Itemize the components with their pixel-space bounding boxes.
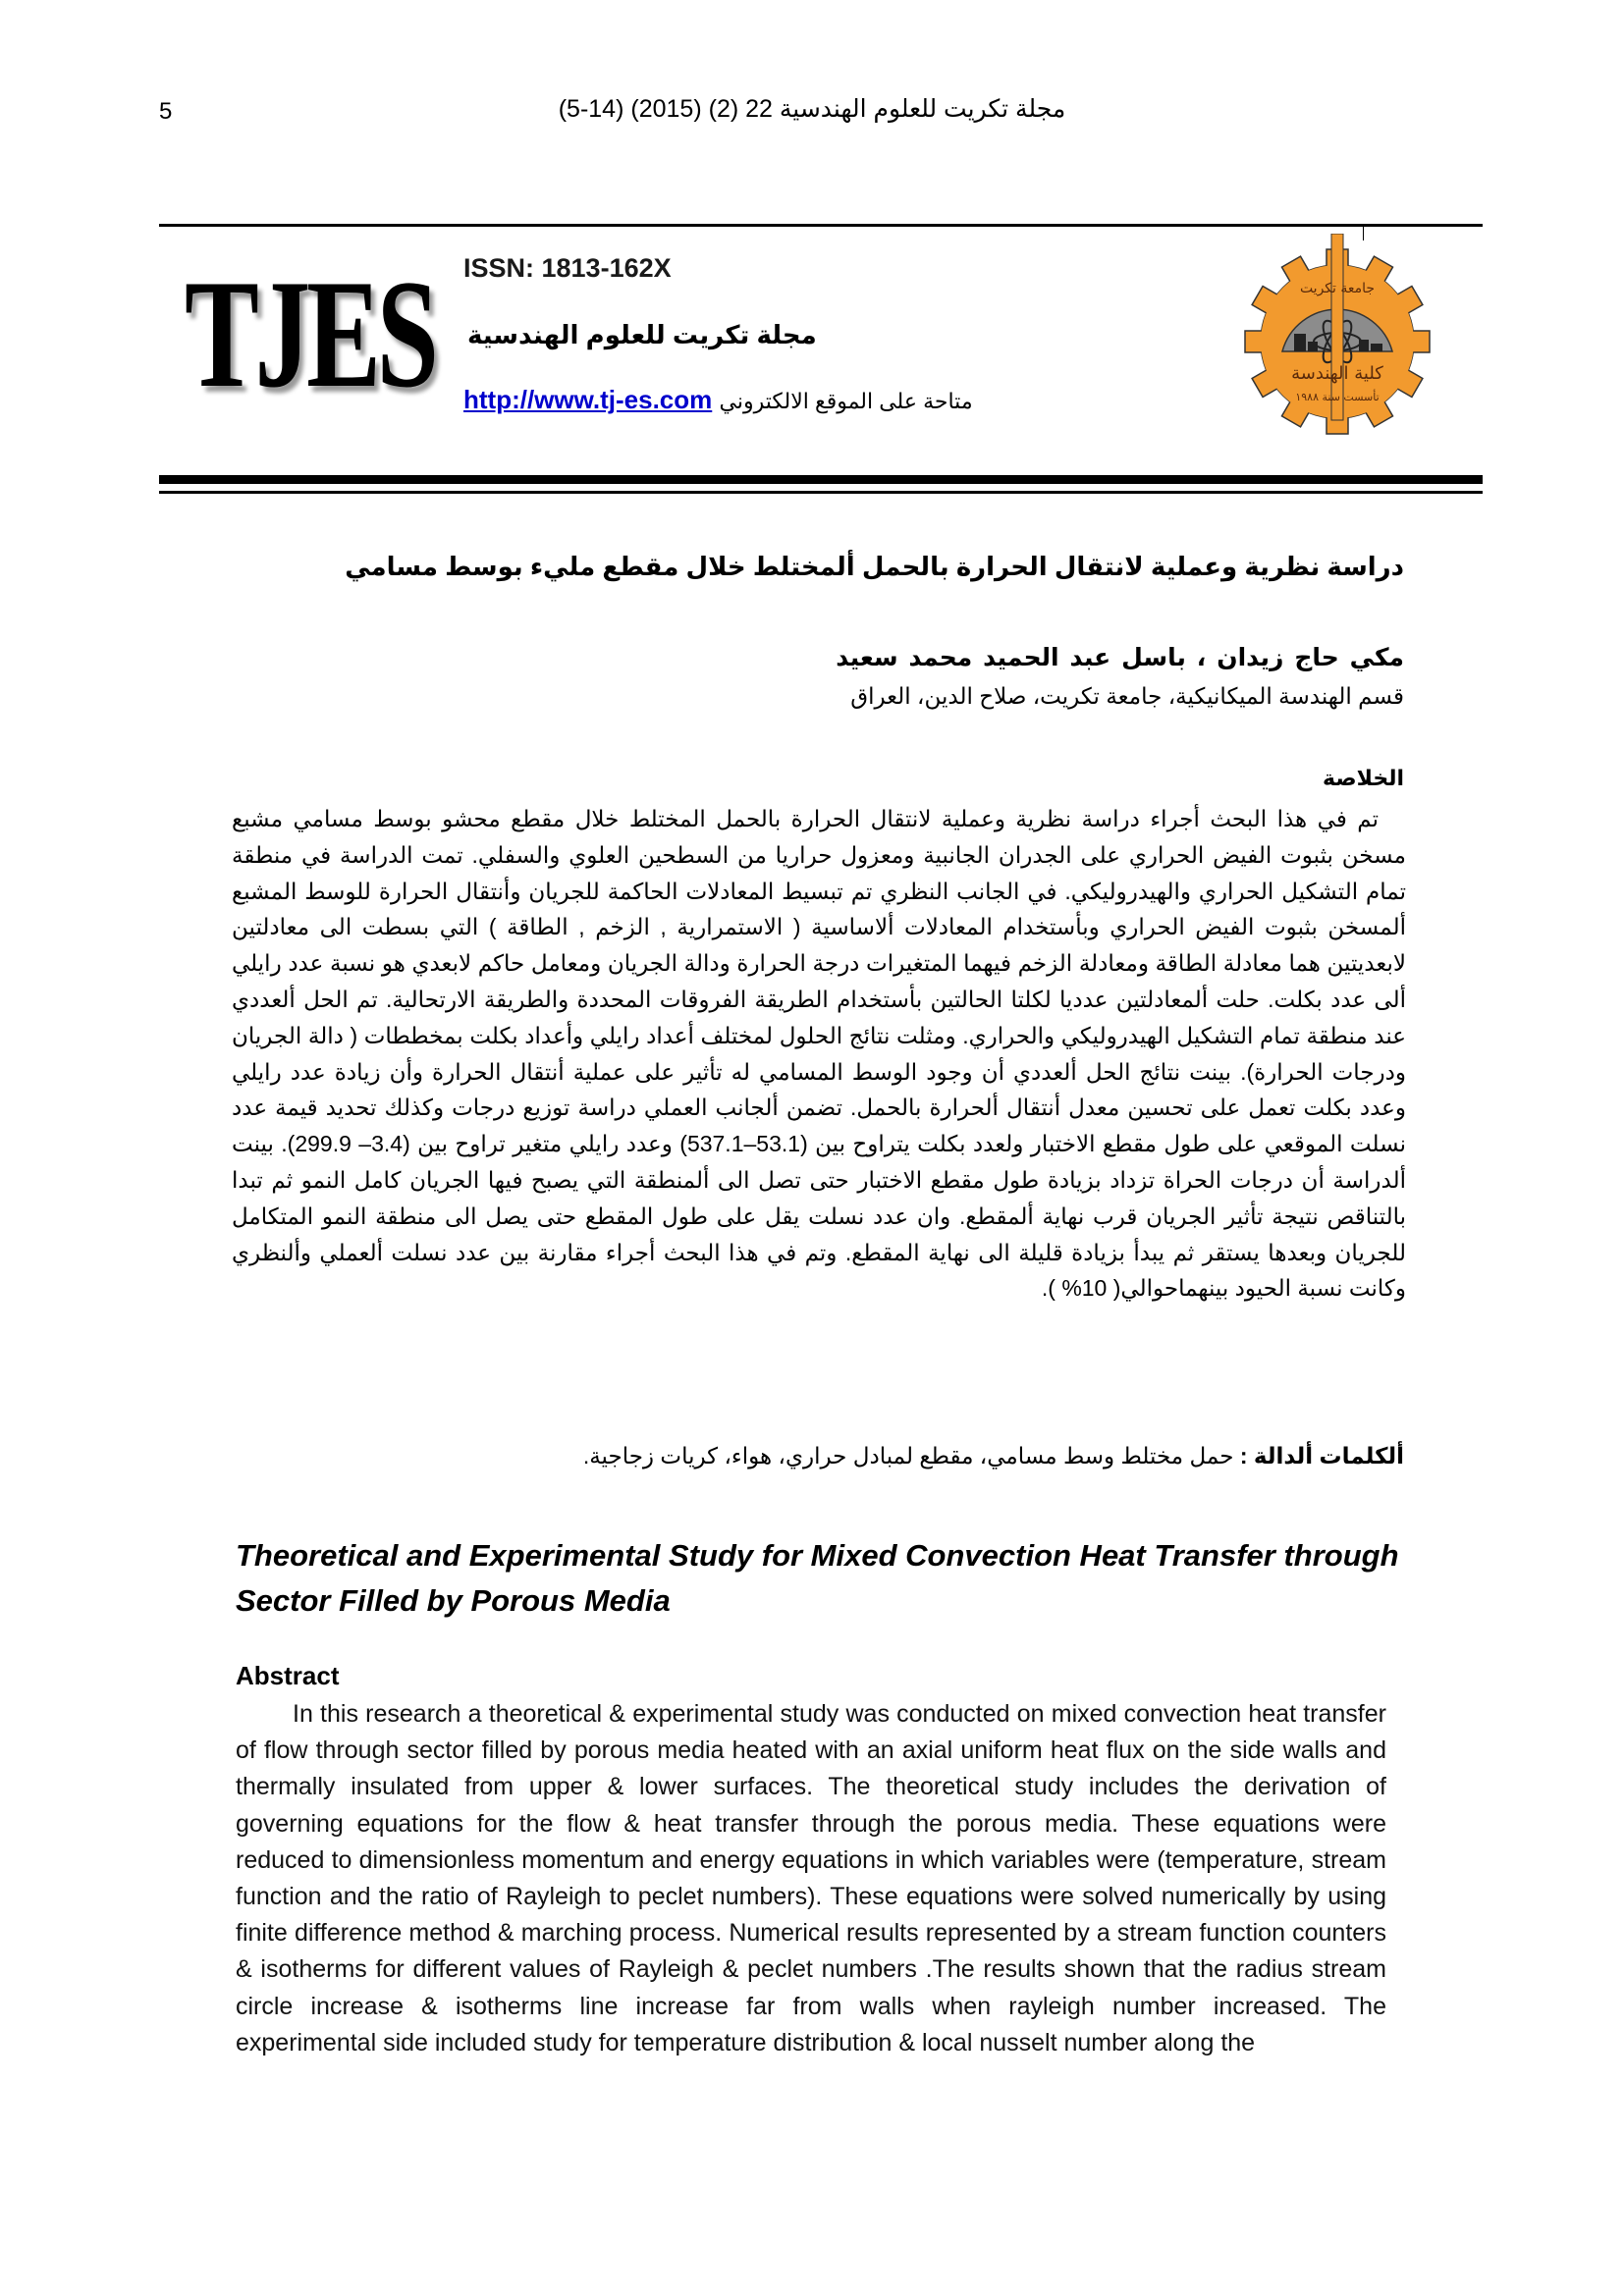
arabic-keywords-label: ألكلمات ألدالة : — [1239, 1443, 1404, 1468]
masthead-thick-rule — [159, 475, 1483, 484]
website-row — [463, 385, 973, 415]
english-abstract-heading: Abstract — [236, 1661, 340, 1690]
journal-name-arabic: مجلة تكريت للعلوم الهندسية — [467, 320, 817, 349]
arabic-abstract-heading: الخلاصة — [1323, 766, 1404, 790]
running-head: مجلة تكريت للعلوم الهندسية 22 (2) (2015) (14-5) — [558, 95, 1066, 123]
arabic-title: دراسة نظرية وعملية لانتقال الحرارة بالحمل ألمختلط خلال مقطع مليء بوسط مسامي — [345, 552, 1404, 581]
top-rule — [159, 224, 1483, 227]
arabic-abstract-body: تم في هذا البحث أجراء دراسة نظرية وعملية لانتقال الحرارة بالحمل المختلط خلال مقطع محشو بوسط مسامي مشبع مسخن بثبوت الفيض الحراري على الجدران الجانبية ومعزول حراريا من السطحين العلوي والسفلي. تمت الدراسة في منطقة تمام التشكيل الحراري والهيدروليكي. في الجانب النظري تم تبسيط المعادلات الحاكمة للجريان وأنتقال الحرارة للوسط المشبع ألمسخن بثبوت الفيض الحراري وبأستخدام المعادلات ألاساسية ( الاستمرارية , الزخم , الطاقة ) التي بسطت الى معادلتين لابعديتين هما معادلة الطاقة ومعادلة الزخم فيهما المتغيرات درجة الحرارة ودالة الجريان ومعامل حاكم لابعدي هو نسبة عدد رايلي ألى عدد بكلت. حلت ألمعادلتين عدديا لكلتا الحالتين بأستخدام الطريقة الفروقات المحددة والطريقة الارتحالية. تم الحل ألعددي عند منطقة تمام التشكيل الهيدروليكي والحراري. ومثلت نتائج الحلول لمختلف أعداد رايلي وأعداد بكلت بمخططات ( دالة الجريان ودرجات الحرارة). بينت نتائج الحل ألعددي أن وجود الوسط المسامي له تأثير على عملية أنتقال الحرارة وأن زيادة عدد رايلي وعدد بكلت تعمل على تحسين معدل أنتقال ألحرارة بالحمل. تضمن ألجانب العملي دراسة توزيع درجات وكذلك تحديد قيمة عدد نسلت الموقعي على طول مقطع الاختبار ولعدد بكلت يتراوح بين (53.1–537.1) وعدد رايلي متغير تراوح بين (3.4– 299.9). بينت ألدراسة أن درجات الحراة تزداد بزيادة طول مقطع الاختبار حتى تصل الى ألمنطقة التي يصبح فيها الجريان كامل النمو ثم تبدا بالتناقص نتيجة تأثير الجريان قرب نهاية ألمقطع. وان عدد نسلت يقل على طول المقطع حتى يصل الى منطقة النمو المتكامل للجريان وبعدها يستقر ثم يبدأ بزيادة قليلة الى نهاية المقطع. وتم في هذا البحث أجراء مقارنة بين عدد نسلت ألعملي وألنظري وكانت نسبة الحيود بينهماحوالي( 10% ). — [232, 806, 1406, 1302]
masthead-thin-rule — [159, 491, 1483, 494]
english-abstract-body: In this research a theoretical & experimental study was conducted on mixed convection heat transfer of flow through sector filled by porous media heated with an axial uniform heat flux on the side walls and thermally insulated from upper & lower surfaces. The theoretical study includes the derivation of governing equations for the flow & heat transfer through the porous media. These equations were reduced to dimensionless momentum and energy equations in which variables were (temperature, stream function and the ratio of Rayleigh to peclet numbers). These equations were solved numerically by using finite difference method & marching process. Numerical results represented by a stream function counters & isotherms for different values of Rayleigh & peclet numbers .The results shown that the radius stream circle increase & isotherms line increase far from walls when rayleigh number increased. The experimental side included study for temperature distribution & local nusselt number along the — [236, 1700, 1386, 2056]
gear-emblem-icon — [1239, 234, 1435, 440]
website-label-arabic: متاحة على الموقع الالكتروني — [719, 389, 973, 413]
arabic-affiliation: قسم الهندسة الميكانيكية، جامعة تكريت، صلاح الدين، العراق — [850, 683, 1404, 709]
arabic-keywords — [226, 1443, 1404, 1469]
issn: ISSN: 1813-162X — [463, 253, 672, 283]
svg-text:جامعة تكريت: جامعة تكريت — [1299, 281, 1376, 296]
page-number: 5 — [159, 98, 173, 125]
arabic-authors: مكي حاج زيدان ، باسل عبد الحميد محمد سعيد — [836, 644, 1404, 671]
english-title: Theoretical and Experimental Study for Mixed Convection Heat Transfer through Sector Filled by Porous Media — [236, 1538, 1399, 1618]
svg-text:كلية الهندسة: كلية الهندسة — [1291, 363, 1383, 384]
journal-logo: TJES — [185, 248, 435, 420]
arabic-keywords-list: حمل مختلط وسط مسامي، مقطع لمبادل حراري، هواء، كريات زجاجية. — [582, 1443, 1234, 1468]
website-link[interactable]: http://www.tj-es.com — [463, 385, 713, 414]
college-emblem — [1239, 234, 1435, 440]
svg-text:تأسست سنة ١٩٨٨: تأسست سنة ١٩٨٨ — [1295, 391, 1380, 403]
